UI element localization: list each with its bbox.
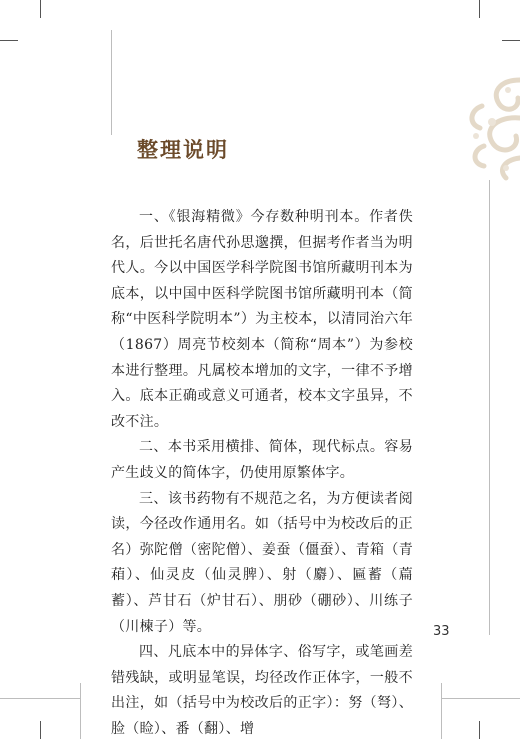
section-title: 整理说明 bbox=[137, 137, 229, 162]
crop-mark bbox=[502, 40, 520, 41]
paragraph: 三、该书药物有不规范之名，为方便读者阅读，今径改作通用名。如（括号中为校改后的正名）弥陀僧（密陀僧）、姜蚕（僵蚕）、青箱（青葙）、仙灵皮（仙灵脾）、射（麝）、匾蓄（萹蓄）、芦甘石（炉甘石）、朋砂（硼砂）、川练子（川楝子）等。 bbox=[111, 490, 413, 635]
page-number: 33 bbox=[433, 624, 450, 639]
bottom-horizontal-rule bbox=[0, 698, 80, 699]
crop-mark bbox=[40, 0, 41, 18]
crop-mark bbox=[0, 40, 18, 41]
body-text bbox=[111, 205, 413, 742]
crop-mark bbox=[479, 721, 480, 739]
bottom-horizontal-rule-right bbox=[441, 698, 520, 699]
crop-mark bbox=[40, 721, 41, 739]
paragraph: 四、凡底本中的异体字、俗写字，或笔画差错残缺，或明显笔误，均径改作正体字，一般不出注，如（括号中为校改后的正字）：努（弩）、脸（睑）、番（翻）、增 bbox=[111, 644, 413, 737]
left-margin-rule bbox=[111, 30, 112, 135]
crop-mark bbox=[479, 0, 480, 18]
bottom-right-rule bbox=[441, 683, 442, 739]
paragraph: 一、《银海精微》今存数种明刊本。作者佚名，后世托名唐代孙思邈撰，但据考作者当为明代人。今以中国医学科学院图书馆所藏明刊本为底本，以中国中医科学院图书馆所藏明刊本（简称“中医科学院明本”）为主校本，以清同治六年（1867）周亮节校刻本（简称“周本”）为参校本进行整理。凡属校本增加的文字，一律不予增入。底本正确或意义可通者，校本文字虽异，不改不注。 bbox=[111, 209, 413, 430]
right-margin-rule bbox=[489, 180, 490, 635]
bottom-left-rule bbox=[80, 683, 81, 739]
decorative-cloud-ornament bbox=[462, 72, 520, 182]
paragraph: 二、本书采用横排、简体，现代标点。容易产生歧义的简体字，仍使用原繁体字。 bbox=[111, 439, 413, 481]
